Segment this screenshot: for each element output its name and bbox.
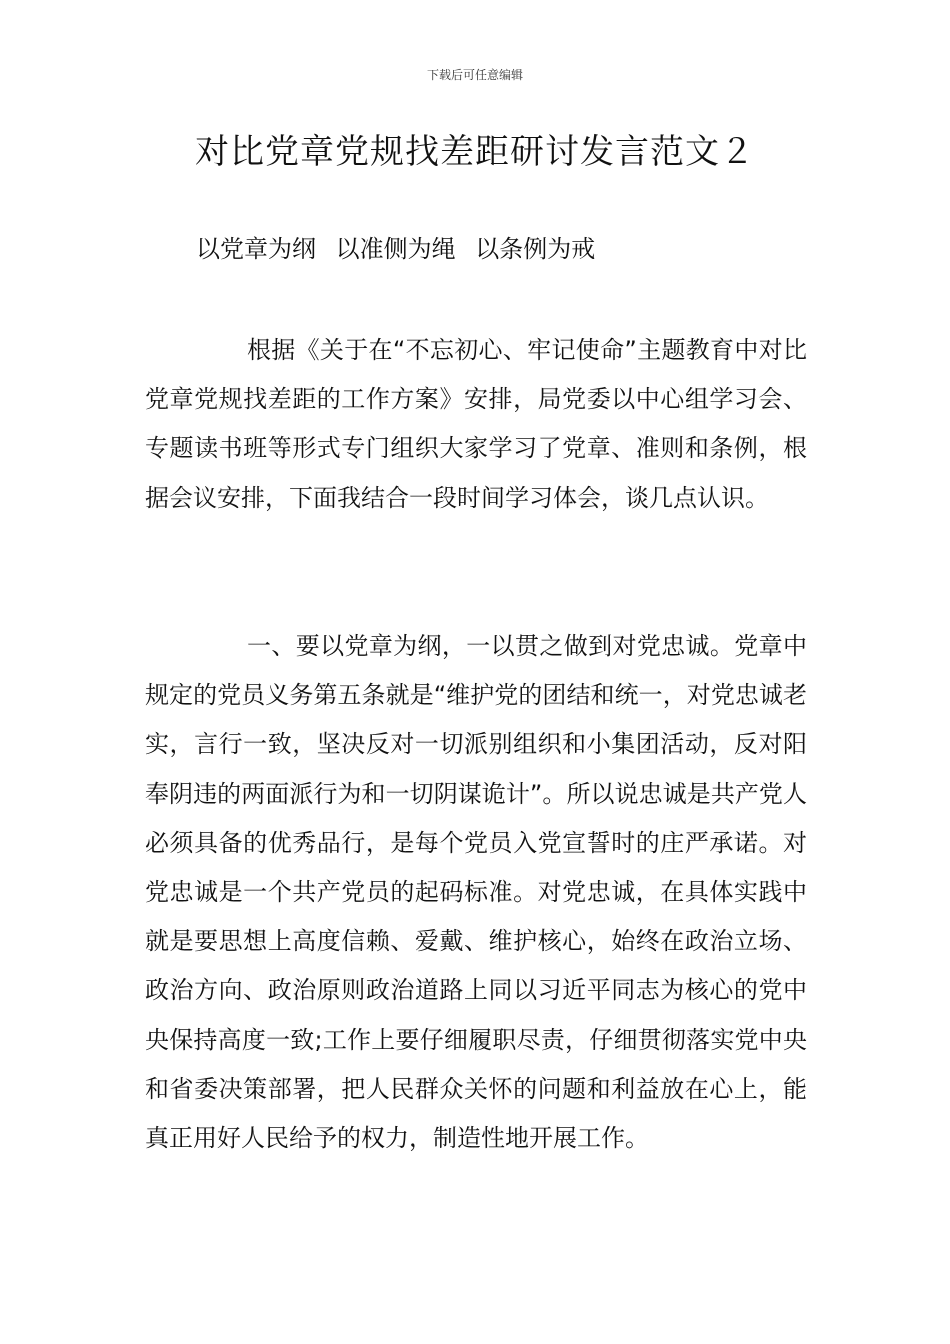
subtitle-part-2: 以准侧为绳 xyxy=(335,235,456,263)
paragraph-intro: 根据《关于在“不忘初心、牢记使命”主题教育中对比党章党规找差距的工作方案》安排，局党委以中心组学习会、专题读书班等形式专门组织大家学习了党章、准则和条例，根据会议安排，下面我结合一段时间学习体会，谈几点认识。 xyxy=(145,336,807,512)
paragraph-section-one: 一、要以党章为纲，一以贯之做到对党忠诚。党章中规定的党员义务第五条就是“维护党的团结和统一，对党忠诚老实，言行一致，坚决反对一切派别组织和小集团活动，反对阳奉阴违的两面派行为和一切阴谋诡计”。所以说忠诚是共产党人必须具备的优秀品行，是每个党员入党宣誓时的庄严承诺。对党忠诚是一个共产党员的起码标准。对党忠诚，在具体实践中就是要思想上高度信赖、爱戴、维护核心，始终在政治立场、政治方向、政治原则政治道路上同以习近平同志为核心的党中央保持高度一致;工作上要仔细履职尽责，仔细贯彻落实党中央和省委决策部署，把人民群众关怀的问题和利益放在心上，能真正用好人民给予的权力，制造性地开展工作。 xyxy=(145,632,807,1153)
document-title: 对比党章党规找差距研讨发言范文２ xyxy=(195,132,755,172)
subtitle xyxy=(196,230,607,268)
subtitle-part-3: 以条例为戒 xyxy=(475,235,596,263)
header-note: 下载后可任意编辑 xyxy=(426,68,523,82)
subtitle-part-1: 以党章为纲 xyxy=(196,235,316,263)
